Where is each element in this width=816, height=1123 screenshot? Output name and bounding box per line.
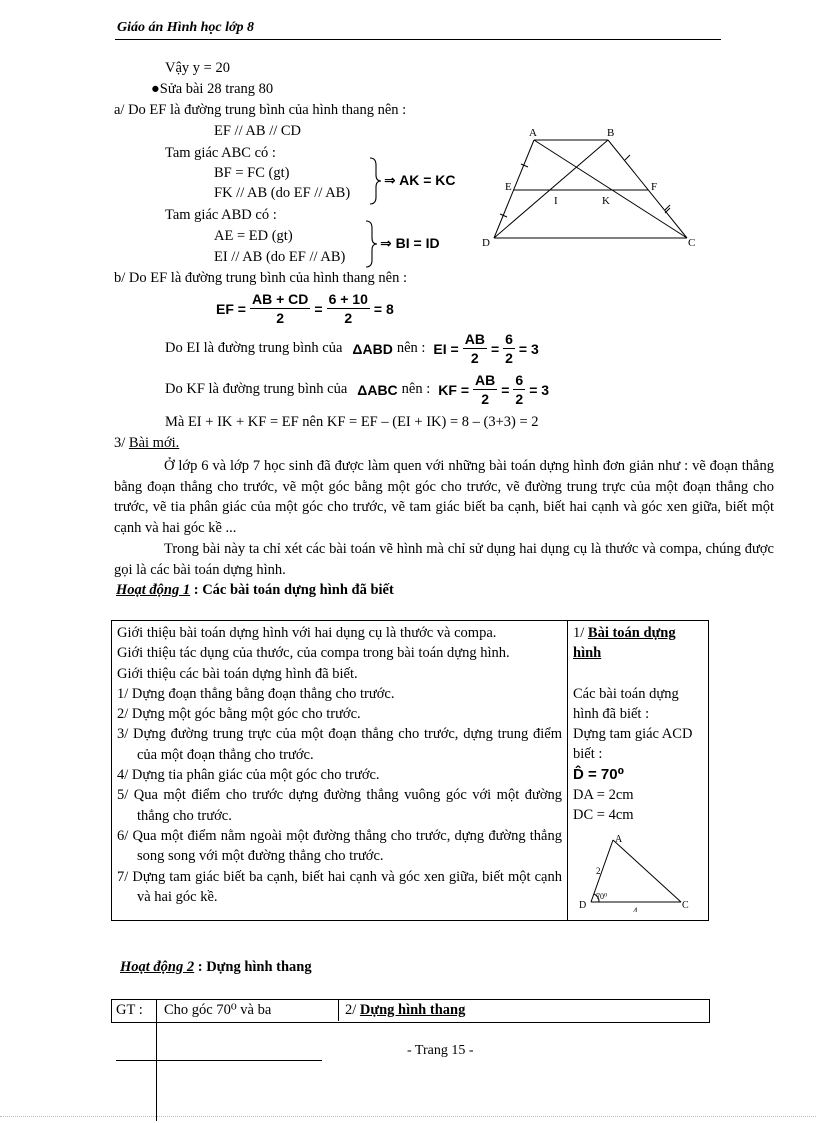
svg-text:E: E xyxy=(505,181,512,193)
list-item: 2/ Dựng một góc bằng một góc cho trước. xyxy=(117,706,361,723)
text-line: FK // AB (do EF // AB) xyxy=(214,185,351,201)
page-number: - Trang 15 - xyxy=(407,1043,474,1058)
formula-result: = 8 xyxy=(373,300,394,317)
activity-heading: Hoạt động 1 : Các bài toán dựng hình đã biết xyxy=(116,582,394,598)
list-item: 5/ Qua một điểm cho trước dựng đường thẳng vuông góc với một đường thẳng cho trước. xyxy=(117,787,562,824)
formula-kf: Do KF là đường trung bình của ΔABC nên : KF = $\frac{AB}{2}$ = $\frac{6}{2}$ = 3 xyxy=(165,372,550,407)
given-text: Cho góc 70⁰ và ba xyxy=(164,1002,272,1018)
fraction: $\frac{AB}{2}$ xyxy=(475,372,496,407)
formula-text: Do KF là đường trung bình của xyxy=(165,381,348,397)
svg-text:F: F xyxy=(651,181,658,193)
list-item: Giới thiệu tác dụng của thước, của compa trong bài toán dựng hình. xyxy=(117,645,510,662)
fraction: $\frac{6 + 10}{2}$ xyxy=(328,291,368,326)
right-heading: 1/ Bài toán dựng hình xyxy=(573,625,676,662)
text-line: Vậy y = 20 xyxy=(165,60,230,76)
right-text: DC = 4cm xyxy=(573,807,634,824)
fraction: $\frac{AB}{2}$ xyxy=(464,331,485,366)
svg-text:C: C xyxy=(688,237,696,249)
triangle-symbol: ΔABD xyxy=(352,340,393,357)
bullet-item xyxy=(151,81,273,98)
fraction: $\frac{6}{2}$ xyxy=(505,331,513,366)
right-text: Các bài toán dựng hình đã biết : xyxy=(573,685,679,722)
list-item: 1/ Dựng đoạn thẳng bằng đoạn thẳng cho trước. xyxy=(117,685,395,702)
formula-ef: EF = $\frac{AB + CD}{2}$ = $\frac{6 + 10}{2}$ = 8 xyxy=(216,291,394,326)
activity-table xyxy=(111,620,709,921)
list-item: Giới thiệu bài toán dựng hình với hai dụng cụ là thước và compa. xyxy=(117,625,497,641)
triangle-figure xyxy=(573,832,698,912)
result-equation: ⇒ BI = ID xyxy=(380,235,440,251)
section-heading: 3/ Bài mới. xyxy=(114,435,180,451)
paragraph: Ở lớp 6 và lớp 7 học sinh đã được làm quen với những bài toán dựng hình đơn giản như : vẽ đoạn thẳng bằng đoạn thẳng cho trước, vẽ một góc bằng một góc cho trước, vẽ đường trung trực của một đoạn thẳng cho trước, vẽ tia phân giác của một góc cho trước, vẽ tam giác biết ba cạnh, biết hai cạnh và góc xen giữa, biết một cạnh và hai góc kề ... xyxy=(114,458,774,536)
svg-text:D: D xyxy=(579,899,587,911)
formula-result: = 3 xyxy=(529,381,550,398)
formula-text: nên : xyxy=(401,381,431,397)
formula-text: Do EI là đường trung bình của xyxy=(165,340,343,356)
text-line: b/ Do EF là đường trung bình của hình thang nên : xyxy=(114,270,408,286)
bullet-icon: ● xyxy=(151,81,160,97)
svg-text:70⁰: 70⁰ xyxy=(596,891,608,901)
right-heading: 2/ Dựng hình thang xyxy=(345,1002,466,1018)
list-item: 4/ Dựng tia phân giác của một góc cho trước. xyxy=(117,767,380,784)
formula-lhs: EF = xyxy=(216,300,246,317)
text-line: Mà EI + IK + KF = EF nên KF = EF – (EI + IK) = 8 – (3+3) = 2 xyxy=(165,414,539,430)
text-line: BF = FC (gt) xyxy=(214,165,290,181)
svg-text:A: A xyxy=(529,127,537,139)
svg-text:K: K xyxy=(602,195,610,207)
text-line: Tam giác ABD có : xyxy=(165,207,277,223)
svg-text:B: B xyxy=(607,127,615,139)
svg-text:C: C xyxy=(682,899,689,911)
formula-ei: Do EI là đường trung bình của ΔABD nên : EI = $\frac{AB}{2}$ = $\frac{6}{2}$ = 3 xyxy=(165,331,539,366)
result-equation: ⇒ AK = KC xyxy=(384,172,456,188)
text-line: EI // AB (do EF // AB) xyxy=(214,249,346,265)
svg-text:I: I xyxy=(554,195,558,207)
text-line: AE = ED (gt) xyxy=(214,228,293,244)
header-rule xyxy=(115,39,721,40)
brace-icon xyxy=(368,157,382,205)
paragraph: Trong bài này ta chỉ xét các bài toán vẽ hình mà chỉ sử dụng hai dụng cụ là thước và compa, chúng được gọi là các bài toán dựng hình. xyxy=(114,541,774,578)
text-line: a/ Do EF là đường trung bình của hình thang nên : xyxy=(114,102,407,118)
brace-icon xyxy=(364,220,378,268)
footnote-rule xyxy=(116,1060,322,1061)
right-text: DA = 2cm xyxy=(573,787,634,804)
list-item: Giới thiệu các bài toán dựng hình đã biết. xyxy=(117,665,358,682)
activity-heading: Hoạt động 2 : Dựng hình thang xyxy=(120,959,312,975)
list-item: 3/ Dựng đường trung trực của một đoạn thẳng cho trước, dựng trung điểm của một đoạn thẳng cho trước. xyxy=(117,726,562,763)
angle-value: D̂ = 70⁰ xyxy=(573,765,625,783)
fraction: $\frac{6}{2}$ xyxy=(515,372,524,407)
list-item: 6/ Qua một điểm nằm ngoài một đường thẳng cho trước, dựng đường thẳng song song với một đường thẳng cho trước. xyxy=(117,827,562,865)
formula-text: nên : xyxy=(396,340,426,356)
triangle-symbol: ΔABC xyxy=(357,381,398,398)
gt-label: GT : xyxy=(116,1002,143,1018)
list-item: 7/ Dựng tam giác biết ba cạnh, biết hai cạnh và góc xen giữa, biết một cạnh và hai góc kề. xyxy=(117,868,562,905)
svg-text:2: 2 xyxy=(596,865,601,876)
table-right-cell xyxy=(568,621,709,921)
text-line: EF // AB // CD xyxy=(214,123,302,139)
table-left-cell xyxy=(112,621,568,921)
formula-lhs: KF = xyxy=(438,381,469,398)
bullet-text: Sửa bài 28 trang 80 xyxy=(159,81,274,97)
table2-divider xyxy=(338,999,339,1021)
formula-result: = 3 xyxy=(518,340,539,357)
text-line: Tam giác ABC có : xyxy=(165,145,276,161)
svg-text:4: 4 xyxy=(633,905,638,912)
formula-lhs: EI = xyxy=(433,340,459,357)
svg-text:D: D xyxy=(482,237,490,249)
fraction: $\frac{AB + CD}{2}$ xyxy=(251,291,309,326)
document-header-title: Giáo án Hình học lớp 8 xyxy=(117,20,255,35)
right-text: Dựng tam giác ACD biết : xyxy=(573,726,693,763)
trapezoid-figure xyxy=(480,124,705,252)
page-edge xyxy=(0,1116,816,1117)
svg-text:A: A xyxy=(615,833,623,845)
